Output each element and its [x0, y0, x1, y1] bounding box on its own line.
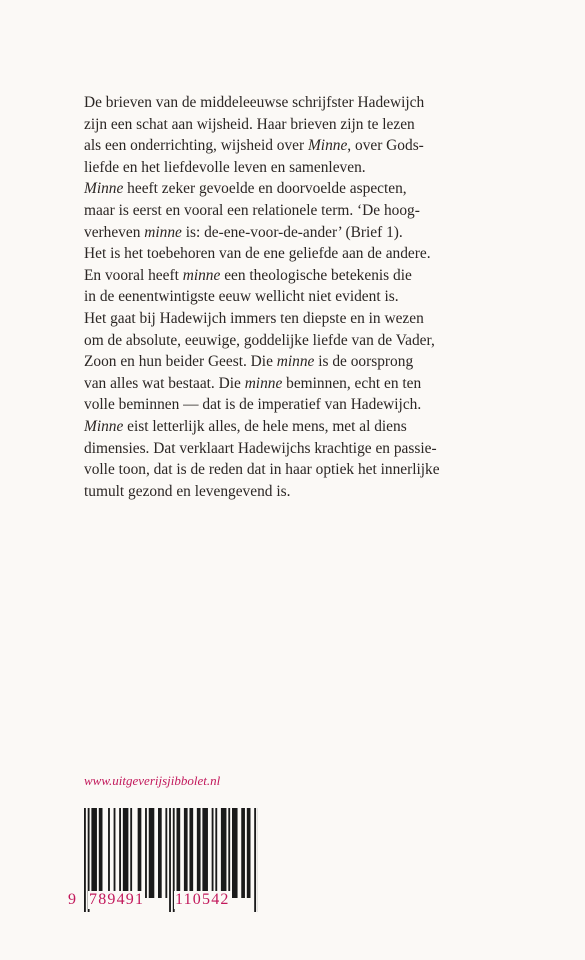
blurb-segment: liefde en het liefdevolle leven en samenleven.: [84, 158, 366, 176]
blurb-italic-term: Minne: [307, 137, 348, 155]
blurb-line: [84, 243, 524, 265]
barcode-bar: [241, 808, 245, 898]
barcode-bar: [232, 808, 238, 898]
barcode-bar: [247, 808, 251, 898]
barcode-bar: [99, 808, 103, 898]
blurb-text: [84, 92, 524, 502]
barcode-bar: [130, 808, 132, 898]
barcode-bar: [197, 808, 201, 898]
blurb-segment: is: de-ene-voor-de-ander’ (Brief 1).: [181, 223, 403, 241]
blurb-line: [84, 265, 524, 287]
blurb-line: [84, 351, 524, 373]
barcode-bar: [91, 808, 97, 898]
blurb-line: [84, 178, 524, 200]
barcode-bar: [189, 808, 193, 898]
blurb-segment: om de absolute, eeuwige, goddelijke liefde van de Vader,: [84, 331, 435, 349]
barcode-bar: [165, 808, 167, 898]
blurb-segment: verheven: [84, 223, 145, 241]
blurb-line: [84, 114, 524, 136]
blurb-segment: dimensies. Dat verklaart Hadewijchs krachtige en passie-: [84, 439, 437, 457]
blurb-segment: En vooral heeft: [84, 266, 183, 284]
blurb-line: [84, 330, 524, 352]
isbn-left-group: 789491: [89, 891, 145, 908]
barcode-bar: [138, 808, 142, 898]
barcode-bar: [177, 808, 181, 898]
blurb-italic-term: minne: [182, 266, 221, 284]
blurb-segment: eist letterlijk alles, de hele mens, met al diens: [123, 417, 407, 435]
blurb-line: [84, 481, 524, 503]
barcode-bar: [221, 808, 227, 898]
blurb-segment: als een onderrichting, wijsheid over: [84, 137, 308, 155]
blurb-segment: van alles wat bestaat. Die: [84, 374, 245, 392]
blurb-line: [84, 157, 524, 179]
barcode-bar: [228, 808, 230, 898]
blurb-italic-term: Minne: [84, 180, 124, 198]
blurb-italic-term: minne: [276, 353, 315, 371]
blurb-italic-term: minne: [244, 374, 283, 392]
barcode-bar: [184, 808, 188, 898]
barcode-bar: [145, 808, 147, 898]
blurb-segment: Het is het toebehoren van de ene geliefde aan de andere.: [84, 245, 431, 263]
blurb-segment: maar is eerst en vooral een relationele term. ‘De hoog-: [84, 201, 420, 219]
blurb-line: [84, 135, 524, 157]
blurb-line: [84, 200, 524, 222]
barcode-bar: [215, 808, 217, 898]
blurb-segment: volle beminnen — dat is de imperatief van Hadewijch.: [84, 396, 422, 414]
barcode-bar: [114, 808, 116, 898]
blurb-line: [84, 308, 524, 330]
blurb-segment: is de oorsprong: [314, 353, 414, 371]
blurb-segment: heeft zeker gevoelde en doorvoelde aspecten,: [123, 180, 407, 198]
barcode-bar: [119, 808, 121, 898]
isbn-lead-digit: 9: [68, 891, 78, 908]
blurb-line: [84, 394, 524, 416]
blurb-line: [84, 373, 524, 395]
blurb-segment: Het gaat bij Hadewijch immers ten diepste en in wezen: [84, 309, 424, 327]
publisher-website-link[interactable]: www.uitgeverijsjibbolet.nl: [84, 773, 221, 788]
blurb-segment: volle toon, dat is de reden dat in haar optiek het innerlijke: [84, 461, 440, 479]
barcode-bar: [108, 808, 110, 898]
blurb-line: [84, 459, 524, 481]
blurb-segment: , over Gods-: [347, 137, 424, 155]
barcode-bar: [212, 808, 214, 898]
barcode-bar: [123, 808, 129, 898]
barcode-bar: [202, 808, 208, 898]
blurb-line: [84, 286, 524, 308]
blurb-segment: beminnen, echt en ten: [282, 374, 422, 392]
blurb-line: [84, 438, 524, 460]
blurb-segment: zijn een schat aan wijsheid. Haar brieven zijn te lezen: [84, 115, 415, 133]
blurb-line: [84, 416, 524, 438]
blurb-line: [84, 222, 524, 244]
blurb-italic-term: Minne: [84, 417, 124, 435]
barcode-bar: [149, 808, 155, 898]
blurb-segment: in de eenentwintigste eeuw wellicht niet evident is.: [84, 288, 399, 306]
blurb-segment: een theologische betekenis die: [220, 266, 412, 284]
isbn-right-group: 110542: [175, 891, 230, 908]
isbn-digits: [68, 891, 258, 917]
blurb-segment: De brieven van de middeleeuwse schrijfster Hadewijch: [84, 94, 425, 111]
blurb-segment: Zoon en hun beider Geest. Die: [84, 353, 277, 371]
blurb-italic-term: minne: [144, 223, 182, 241]
blurb-line: [84, 92, 524, 114]
barcode-bar: [158, 808, 162, 898]
blurb-segment: tumult gezond en levengevend is.: [84, 482, 291, 500]
